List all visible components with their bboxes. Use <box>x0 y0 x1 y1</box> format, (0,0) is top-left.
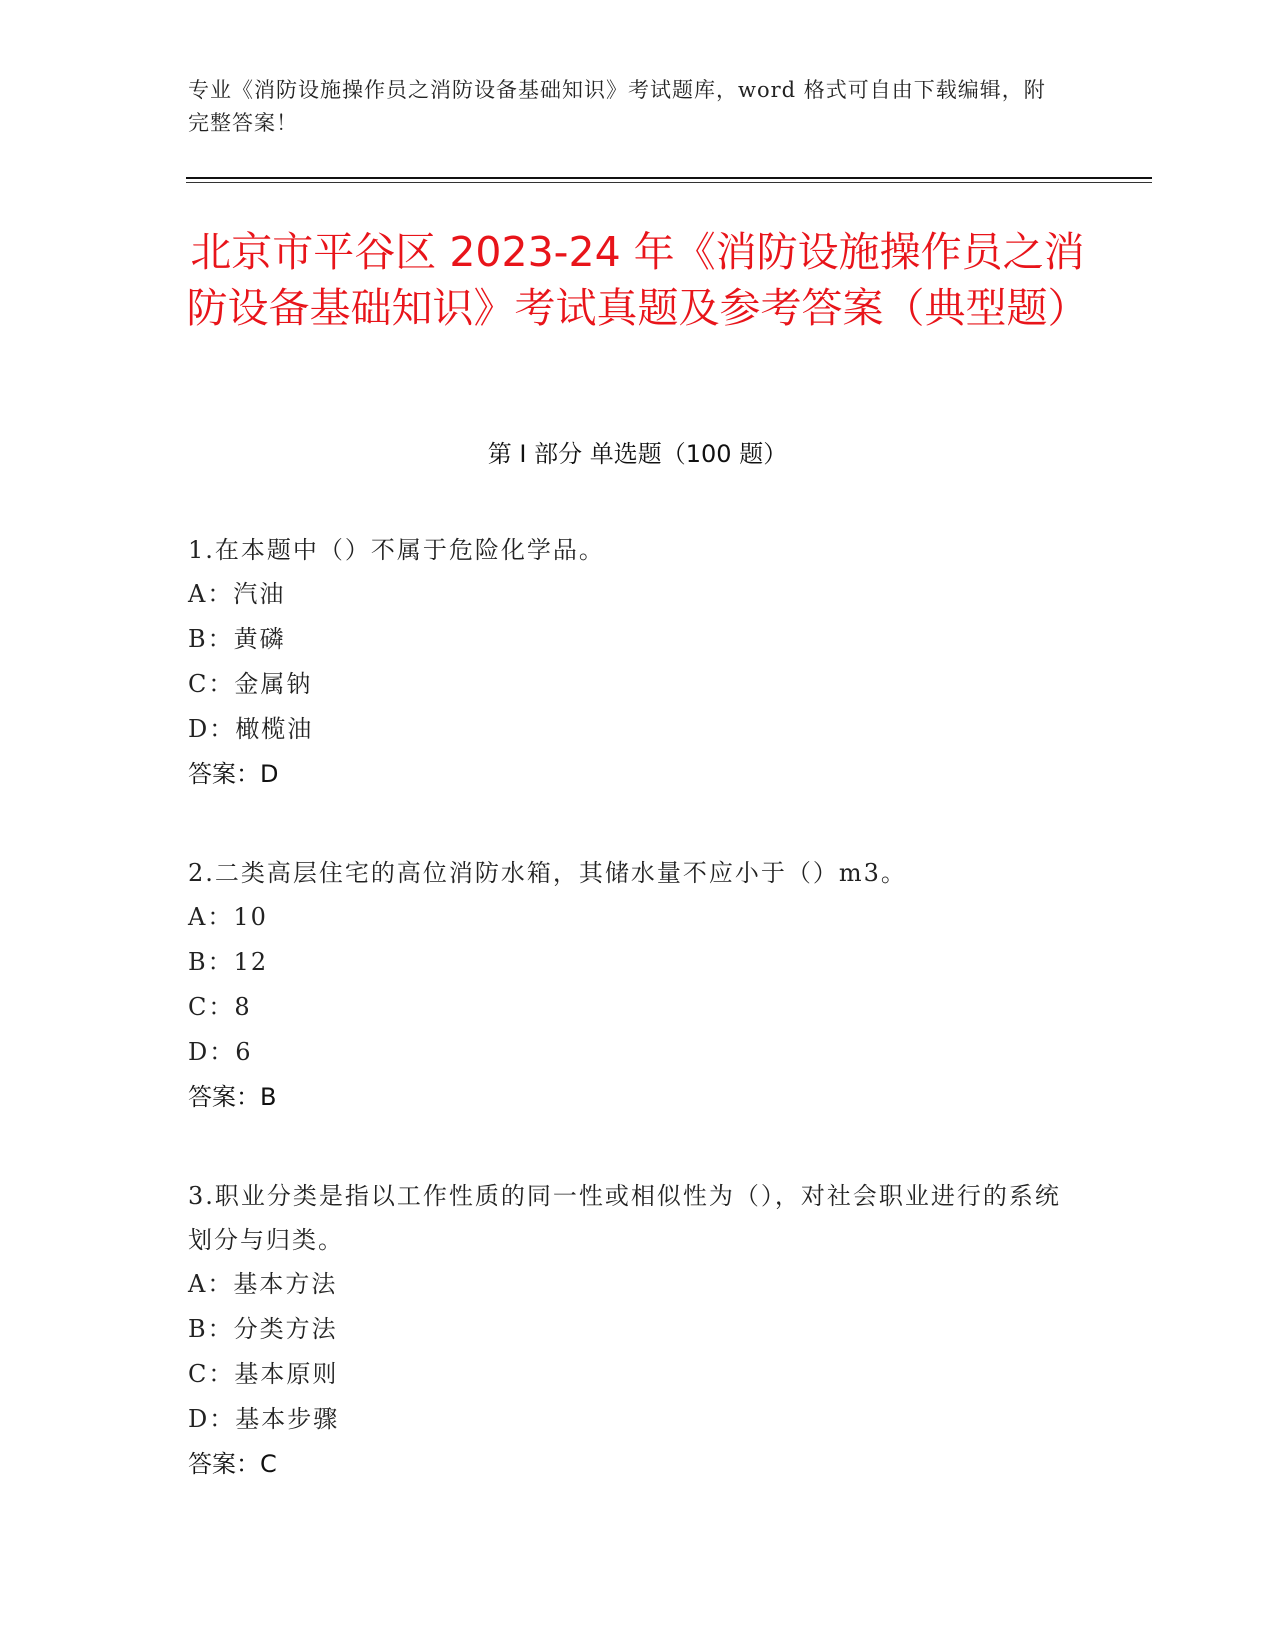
header-note: 专业《消防设施操作员之消防设备基础知识》考试题库，word 格式可自由下载编辑，附完整答案！ <box>188 78 1046 135</box>
option-a: A：基本方法 <box>188 1270 338 1298</box>
option-a: A：汽油 <box>188 580 286 608</box>
answer-line: 答案：C <box>188 1450 277 1478</box>
question-item <box>188 1174 1068 1487</box>
header-divider-thick <box>186 177 1152 179</box>
question-item <box>188 528 1068 797</box>
option-c: C：8 <box>188 993 252 1021</box>
question-stem: 2.二类高层住宅的高位消防水箱，其储水量不应小于（）m3。 <box>188 859 907 887</box>
document-title: 北京市平谷区 2023-24 年《消防设施操作员之消防设备基础知识》考试真题及参考答案（典型题） <box>186 228 1089 332</box>
answer-line: 答案：B <box>188 1083 277 1111</box>
option-a: A：10 <box>188 903 268 931</box>
question-list <box>188 528 1068 1541</box>
option-b: B：分类方法 <box>188 1315 338 1343</box>
question-item <box>188 851 1068 1120</box>
option-b: B：黄磷 <box>188 625 286 653</box>
option-d: D：6 <box>188 1038 253 1066</box>
option-b: B：12 <box>188 948 269 976</box>
option-d: D：橄榄油 <box>188 715 314 743</box>
answer-line: 答案：D <box>188 760 279 788</box>
question-stem: 1.在本题中（）不属于危险化学品。 <box>188 536 605 564</box>
header-divider-thin <box>186 182 1152 183</box>
section-heading: 第 I 部分 单选题（100 题） <box>487 440 788 468</box>
option-c: C：金属钠 <box>188 670 313 698</box>
option-c: C：基本原则 <box>188 1360 339 1388</box>
question-stem: 3.职业分类是指以工作性质的同一性或相似性为（），对社会职业进行的系统划分与归类。 <box>188 1182 1061 1254</box>
option-d: D：基本步骤 <box>188 1405 340 1433</box>
